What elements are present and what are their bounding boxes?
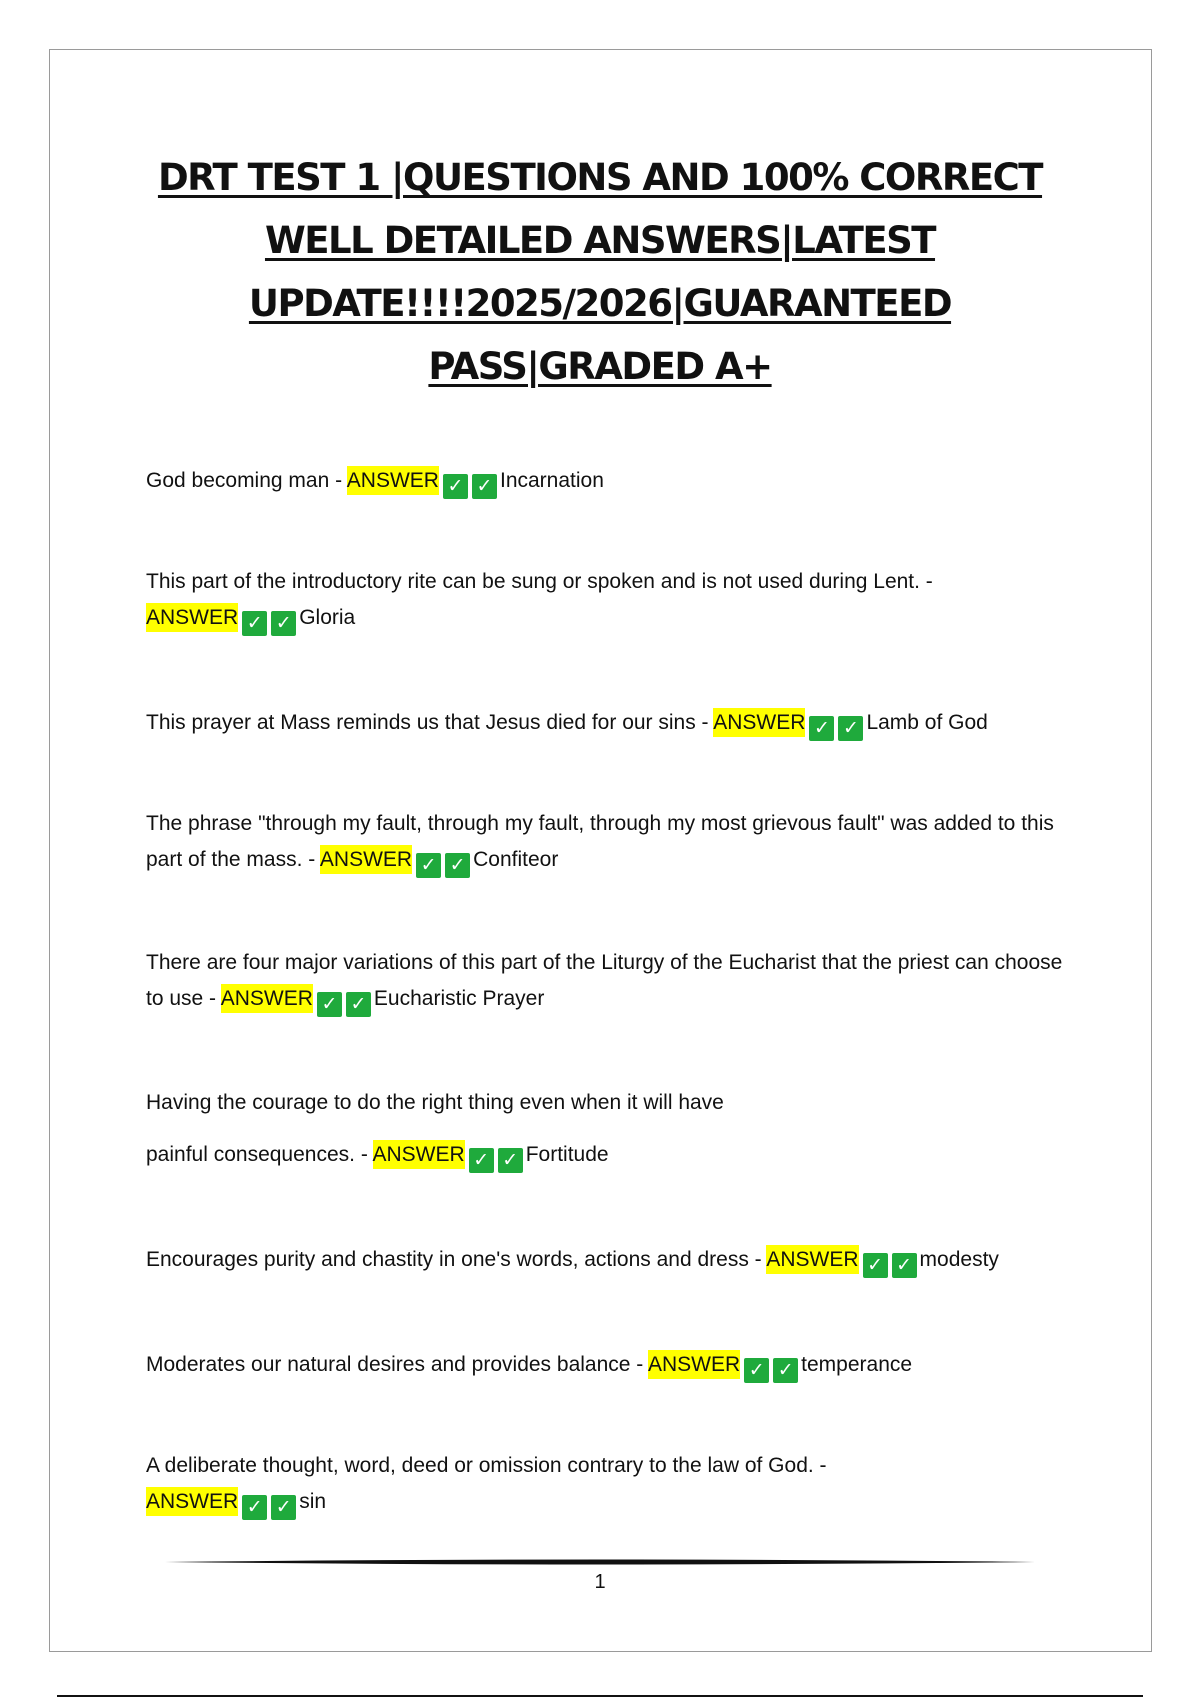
check-mark-icon: ✓ bbox=[242, 1495, 267, 1520]
answer-text: Incarnation bbox=[499, 469, 604, 492]
qa-item bbox=[146, 705, 1066, 741]
check-mark-icon: ✓ bbox=[863, 1253, 888, 1278]
question-text: Moderates our natural desires and provides balance - bbox=[146, 1353, 644, 1376]
answer-label: ANSWER bbox=[648, 1350, 740, 1379]
check-mark-icon: ✓ bbox=[498, 1148, 523, 1173]
check-mark-icon: ✓ bbox=[242, 611, 267, 636]
check-mark-icon: ✓ bbox=[443, 474, 468, 499]
document-title bbox=[0, 146, 1200, 398]
qa-item bbox=[146, 806, 1066, 878]
question-text: This prayer at Mass reminds us that Jesus died for our sins - bbox=[146, 711, 709, 734]
check-mark-icon: ✓ bbox=[472, 474, 497, 499]
qa-item bbox=[146, 1347, 1066, 1383]
answer-label: ANSWER bbox=[221, 984, 313, 1013]
answer-text: modesty bbox=[919, 1248, 999, 1271]
check-mark-icon: ✓ bbox=[809, 716, 834, 741]
qa-item bbox=[146, 1448, 1066, 1520]
bottom-rule bbox=[57, 1695, 1143, 1697]
question-text: There are four major variations of this part of the Liturgy of the Eucharist that the priest can choose to use - bbox=[146, 951, 1063, 1010]
question-text: painful consequences. - bbox=[146, 1143, 368, 1166]
question-text: This part of the introductory rite can be sung or spoken and is not used during Lent. - bbox=[146, 570, 933, 593]
check-mark-icon: ✓ bbox=[892, 1253, 917, 1278]
check-mark-icon: ✓ bbox=[744, 1358, 769, 1383]
check-mark-icon: ✓ bbox=[346, 992, 371, 1017]
title-line: WELL DETAILED ANSWERS|LATEST bbox=[264, 219, 936, 262]
question-text: God becoming man - bbox=[146, 469, 343, 492]
qa-item bbox=[146, 1085, 1066, 1121]
answer-text: temperance bbox=[801, 1353, 913, 1376]
answer-label: ANSWER bbox=[713, 708, 805, 737]
check-mark-icon: ✓ bbox=[416, 853, 441, 878]
qa-item bbox=[146, 564, 1066, 636]
qa-item bbox=[146, 1242, 1066, 1278]
answer-text: Gloria bbox=[299, 606, 356, 629]
check-mark-icon: ✓ bbox=[271, 611, 296, 636]
check-mark-icon: ✓ bbox=[317, 992, 342, 1017]
question-text: Encourages purity and chastity in one's words, actions and dress - bbox=[146, 1248, 762, 1271]
check-mark-icon: ✓ bbox=[271, 1495, 296, 1520]
qa-item bbox=[146, 1137, 1066, 1173]
answer-text: sin bbox=[299, 1490, 327, 1513]
check-mark-icon: ✓ bbox=[469, 1148, 494, 1173]
question-text: A deliberate thought, word, deed or omission contrary to the law of God. - bbox=[146, 1454, 827, 1477]
answer-text: Confiteor bbox=[473, 848, 559, 871]
answer-text: Eucharistic Prayer bbox=[373, 987, 545, 1010]
title-line: DRT TEST 1 |QUESTIONS AND 100% CORRECT bbox=[157, 156, 1043, 199]
answer-text: Lamb of God bbox=[866, 711, 988, 734]
check-mark-icon: ✓ bbox=[773, 1358, 798, 1383]
qa-item bbox=[146, 945, 1066, 1017]
check-mark-icon: ✓ bbox=[445, 853, 470, 878]
title-line: PASS|GRADED A+ bbox=[428, 345, 772, 388]
answer-label: ANSWER bbox=[146, 603, 238, 632]
answer-label: ANSWER bbox=[347, 466, 439, 495]
answer-label: ANSWER bbox=[320, 845, 412, 874]
page-number: 1 bbox=[594, 1571, 606, 1593]
check-mark-icon: ✓ bbox=[838, 716, 863, 741]
qa-item bbox=[146, 463, 1066, 499]
question-text: Having the courage to do the right thing even when it will have bbox=[146, 1091, 724, 1114]
answer-label: ANSWER bbox=[373, 1140, 465, 1169]
answer-label: ANSWER bbox=[146, 1487, 238, 1516]
answer-text: Fortitude bbox=[525, 1143, 609, 1166]
question-text: The phrase "through my fault, through my fault, through my most grievous fault" was added to this part of the mass. - bbox=[146, 812, 1054, 871]
footer-rule bbox=[165, 1559, 1035, 1565]
answer-label: ANSWER bbox=[766, 1245, 858, 1274]
title-line: UPDATE!!!!2025/2026|GUARANTEED bbox=[248, 282, 952, 325]
